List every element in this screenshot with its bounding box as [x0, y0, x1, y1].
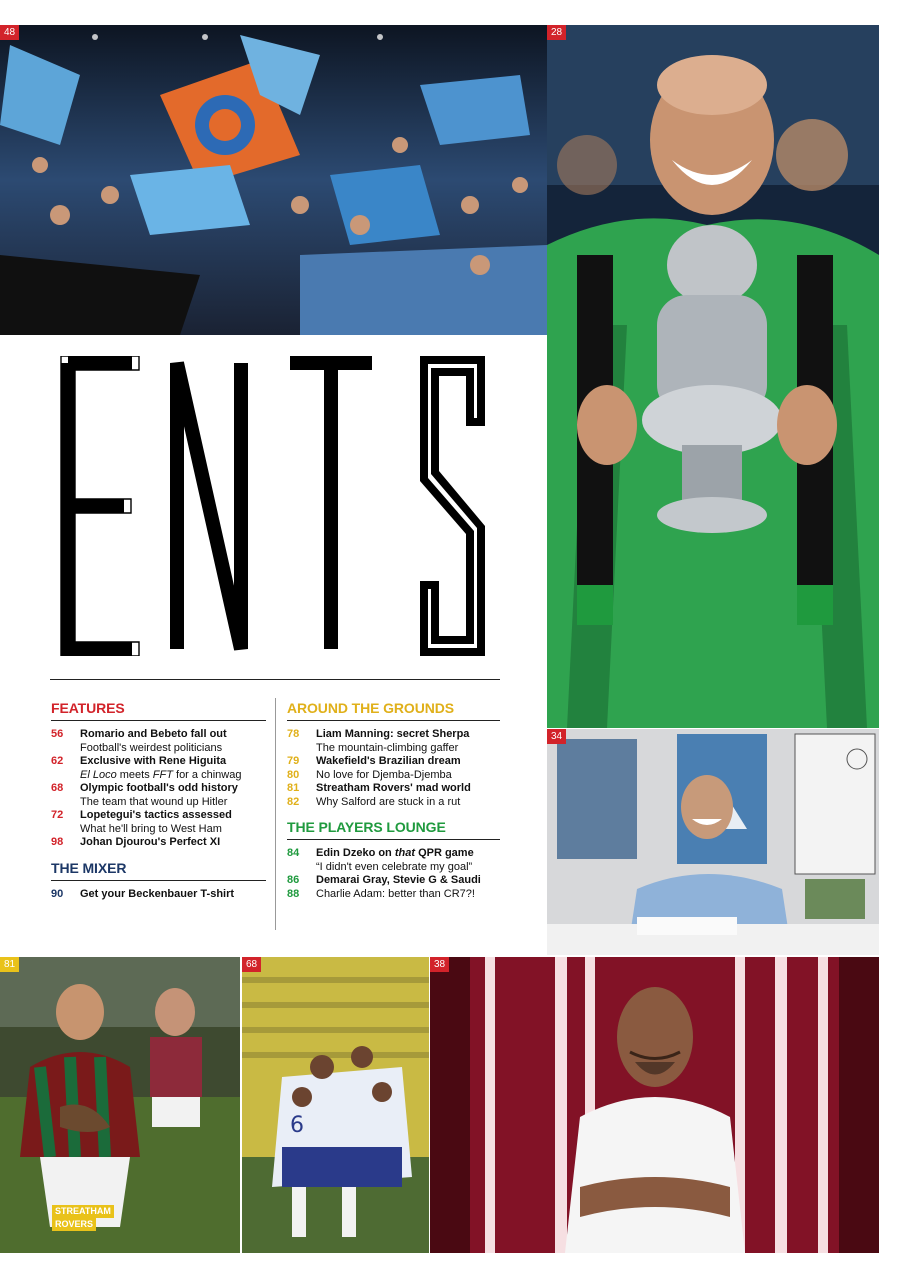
entry-title: Exclusive with Rene Higuita — [80, 755, 227, 767]
toc-entry[interactable] — [51, 809, 266, 836]
page-number: 88 — [287, 887, 300, 900]
team-celebration-photo — [242, 957, 429, 1253]
page-number-tag: 34 — [547, 729, 566, 744]
toc-entry[interactable] — [51, 836, 266, 850]
entry-title: Get your Beckenbauer T-shirt — [80, 887, 235, 900]
page-number-tag: 68 — [242, 957, 261, 972]
entry-title: Liam Manning: secret Sherpa — [316, 728, 470, 740]
manager-signing-photo — [547, 729, 879, 955]
portrait-photo — [430, 957, 879, 1253]
signing-photo — [547, 729, 879, 955]
trophy-photo — [547, 25, 879, 728]
page-number: 56 — [51, 728, 64, 740]
entry-title: Romario and Bebeto fall out — [80, 728, 227, 740]
page-number: 84 — [287, 847, 300, 859]
entry-subtitle: Why Salford are stuck in a rut — [316, 795, 461, 808]
player-celebration-photo — [0, 957, 240, 1253]
page-number: 86 — [287, 874, 300, 886]
page-number: 80 — [287, 768, 300, 781]
page-number: 72 — [51, 809, 64, 821]
entry-subtitle: The team that wound up Hitler — [80, 795, 228, 808]
entry-title: Lopetegui's tactics assessed — [80, 809, 232, 821]
page-number: 62 — [51, 755, 64, 767]
entry-title: Demarai Gray, Stevie G & Saudi — [316, 874, 481, 886]
entry-title: Wakefield's Brazilian dream — [316, 755, 461, 767]
streatham-photo — [0, 957, 240, 1253]
entry-subtitle: “I didn't even celebrate my goal” — [316, 860, 473, 873]
toc-right-column — [287, 699, 500, 901]
page-number: 82 — [287, 795, 300, 808]
entry-title: Edin Dzeko on that QPR game — [316, 847, 474, 859]
page-number: 78 — [287, 728, 300, 740]
entry-subtitle: El Loco meets FFT for a chinwag — [80, 768, 242, 781]
entry-title: Johan Djourou's Perfect XI — [80, 836, 221, 848]
toc-entry[interactable] — [287, 782, 500, 796]
manager-trophy-photo — [547, 25, 879, 728]
svg-text:6: 6 — [290, 1113, 304, 1138]
entry-subtitle: The mountain-climbing gaffer — [316, 741, 459, 754]
toc-entry[interactable] — [287, 874, 500, 888]
toc-entry[interactable] — [287, 728, 500, 755]
entry-title: Olympic football's odd history — [80, 782, 238, 794]
entry-subtitle: Football's weirdest politicians — [80, 741, 223, 754]
toc-entry[interactable] — [287, 847, 500, 874]
entry-title: Charlie Adam: better than CR7?! — [316, 887, 475, 900]
title-letters — [50, 356, 500, 656]
toc-entry[interactable] — [51, 888, 266, 902]
section-heading-mixer: THE MIXER — [51, 859, 266, 881]
entry-subtitle: What he'll bring to West Ham — [80, 822, 222, 835]
crowd-photo — [0, 25, 547, 335]
page-number: 68 — [51, 782, 64, 794]
toc-entry[interactable] — [287, 755, 500, 769]
page-number: 90 — [51, 887, 64, 900]
section-heading-lounge: THE PLAYERS LOUNGE — [287, 818, 500, 840]
toc-entry[interactable] — [51, 728, 266, 755]
fans-photo — [0, 25, 547, 335]
page-number-tag: 81 — [0, 957, 19, 972]
toc-entry[interactable] — [287, 796, 500, 810]
toc-left-column — [51, 699, 266, 901]
toc-entry[interactable] — [51, 755, 266, 782]
photo-caption-line-2: ROVERS — [52, 1218, 96, 1231]
entry-subtitle: No love for Djemba-Djemba — [316, 768, 452, 781]
divider — [50, 679, 500, 680]
section-heading-grounds: AROUND THE GROUNDS — [287, 699, 500, 721]
toc-entry[interactable] — [287, 769, 500, 783]
column-divider — [275, 698, 276, 930]
manager-portrait-photo — [430, 957, 879, 1253]
entry-title: Streatham Rovers' mad world — [316, 782, 471, 794]
page-number-tag: 48 — [0, 25, 19, 40]
toc-entry[interactable] — [287, 888, 500, 902]
section-heading-features: FEATURES — [51, 699, 266, 721]
contents-title — [50, 356, 500, 656]
page-number-tag: 38 — [430, 957, 449, 972]
page-number: 79 — [287, 755, 300, 767]
page-number: 98 — [51, 836, 64, 848]
toc-entry[interactable] — [51, 782, 266, 809]
photo-caption-line-1: STREATHAM — [52, 1205, 114, 1218]
page-number: 81 — [287, 782, 300, 794]
olympic-photo — [242, 957, 429, 1253]
page-number-tag: 28 — [547, 25, 566, 40]
